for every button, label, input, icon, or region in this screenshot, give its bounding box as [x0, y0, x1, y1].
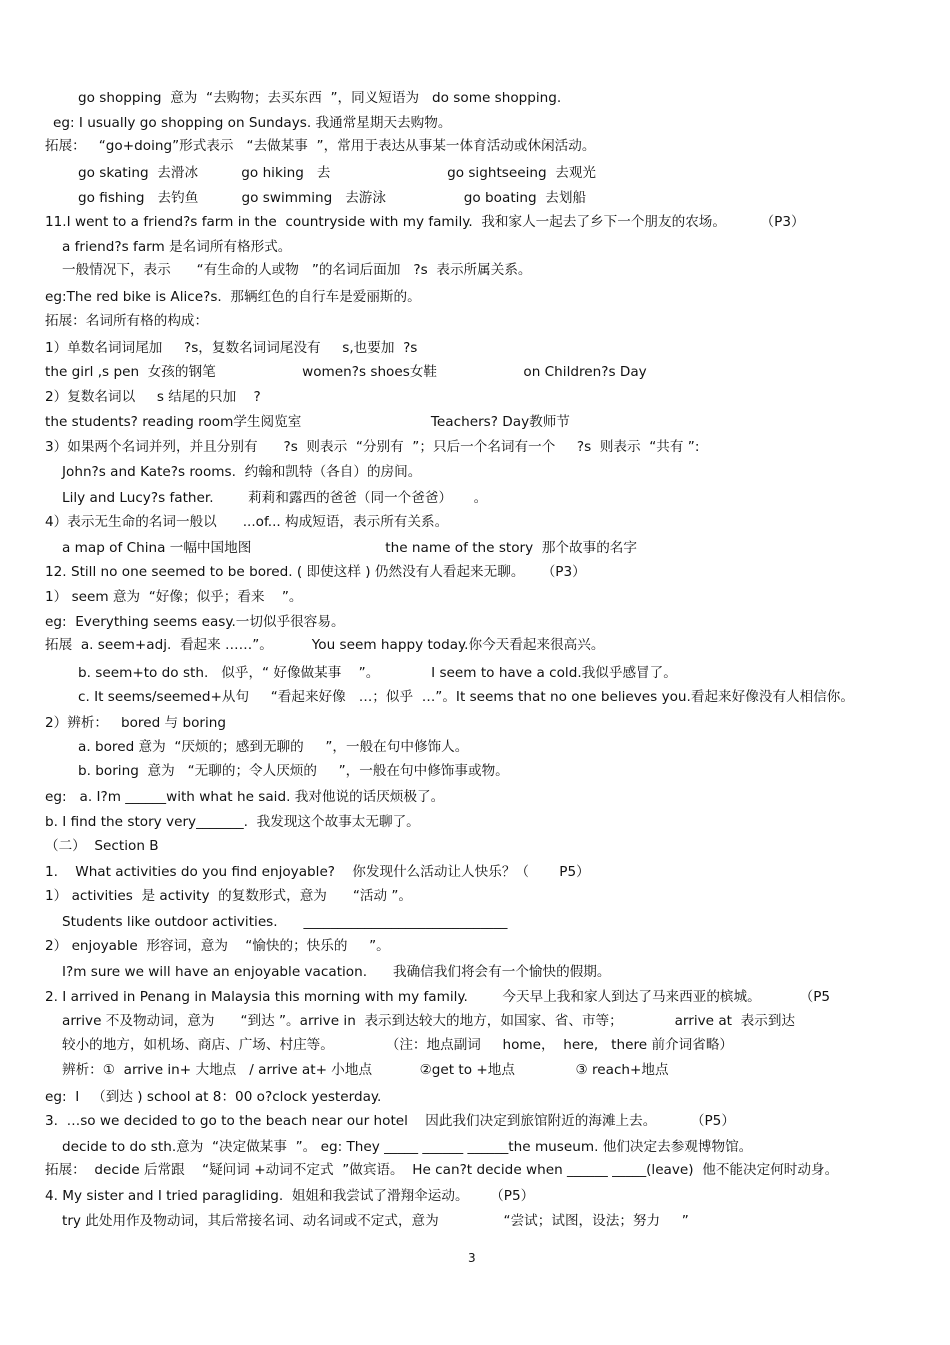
text-line: 1. What activities do you find enjoyable? 你发现什么活动让人快乐？（ P5） [45, 864, 590, 880]
text-line: 拓展： “go+doing”形式表示 “去做某事 ”，常用于表达从事某一体育活动或休闲活动。 [45, 138, 596, 154]
section-heading: （二） Section B [45, 838, 159, 854]
text-line: 拓展： decide 后常跟 “疑问词 +动词不定式 ”做宾语。 He can?t decide when ______ _____(leave) 他不能决定何时动身。 [45, 1162, 839, 1178]
text-line: go shopping 意为 “去购物；去买东西 ”，同义短语为 do some shopping. [78, 90, 562, 106]
text-line: go fishing 去钓鱼 go swimming 去游泳 go boating 去划船 [78, 190, 587, 206]
text-line: 3）如果两个名词并列，并且分别有 ?s 则表示 “分别有 ”；只后一个名词有一个 ?s 则表示 “共有 ”: [45, 439, 700, 455]
text-line: John?s and Kate?s rooms. 约翰和凯特（各自）的房间。 [62, 464, 422, 480]
text-line: b. I find the story very_______. 我发现这个故事太无聊了。 [45, 814, 420, 830]
text-line: a. bored 意为 “厌烦的；感到无聊的 ”，一般在句中修饰人。 [78, 739, 469, 755]
text-line: a map of China 一幅中国地图 the name of the story 那个故事的名字 [62, 540, 637, 556]
text-line: 4）表示无生命的名词一般以 ...of... 构成短语，表示所有关系。 [45, 514, 449, 530]
text-line: 较小的地方，如机场、商店、广场、村庄等。 （注：地点副词 home， here, there 前介词省略） [62, 1037, 734, 1053]
text-line: b. boring 意为 “无聊的；令人厌烦的 ”，一般在句中修饰事或物。 [78, 763, 509, 779]
text-line: the girl ,s pen 女孩的钢笔 women?s shoes女鞋 on Children?s Day [45, 364, 647, 380]
text-line: 1） activities 是 activity 的复数形式，意为 “活动 ”。 [45, 888, 413, 904]
text-line: decide to do sth.意为 “决定做某事 ”。 eg: They _____ ______ ______the museum. 他们决定去参观博物馆。 [62, 1139, 753, 1155]
text-line: 辨析：① arrive in+ 大地点 / arrive at+ 小地点 ②get to +地点 ③ reach+地点 [62, 1062, 669, 1078]
text-line: Students like outdoor activities. ______________________________ [62, 914, 508, 930]
page-number: 3 [468, 1251, 476, 1265]
text-line: eg: Everything seems easy.一切似乎很容易。 [45, 614, 345, 630]
text-line: 拓展：名词所有格的构成： [45, 313, 209, 329]
text-line: eg:The red bike is Alice?s. 那辆红色的自行车是爱丽斯的。 [45, 289, 421, 305]
text-line: 一般情况下，表示 “有生命的人或物 ”的名词后面加 ?s 表示所属关系。 [62, 262, 532, 278]
text-line: 12. Still no one seemed to be bored. ( 即使这样 ) 仍然没有人看起来无聊。 （P3） [45, 564, 586, 580]
text-line: 2. I arrived in Penang in Malaysia this morning with my family. 今天早上我和家人到达了马来西亚的槟城。 （P5 [45, 989, 831, 1005]
text-line: I?m sure we will have an enjoyable vacation. 我确信我们将会有一个愉快的假期。 [62, 964, 611, 980]
text-line: a friend?s farm 是名词所有格形式。 [62, 239, 292, 255]
text-line: 4. My sister and I tried paragliding. 姐姐和我尝试了滑翔伞运动。 （P5） [45, 1188, 535, 1204]
text-line: b. seem+to do sth. 似乎，“ 好像做某事 ”。 I seem to have a cold.我似乎感冒了。 [78, 665, 677, 681]
text-line: eg: a. I?m ______with what he said. 我对他说的话厌烦极了。 [45, 789, 445, 805]
text-line: the students? reading room学生阅览室 Teachers? Day教师节 [45, 414, 570, 430]
text-line: go skating 去滑冰 go hiking 去 go sightseeing 去观光 [78, 165, 597, 181]
text-line: c. It seems/seemed+从句 “看起来好像 …；似乎 …”。It seems that no one believes you.看起来好像没有人相信你。 [78, 689, 854, 705]
text-line: 2）辨析： bored 与 boring [45, 715, 227, 731]
text-line: try 此处用作及物动词，其后常接名词、动名词或不定式，意为 “尝试；试图，设法；努力 ” [62, 1213, 689, 1229]
text-line: 拓展 a. seem+adj. 看起来 ……”。 You seem happy today.你今天看起来很高兴。 [45, 637, 605, 653]
text-line: 11.I went to a friend?s farm in the countryside with my family. 我和家人一起去了乡下一个朋友的农场。 （P3） [45, 214, 805, 230]
text-line: arrive 不及物动词，意为 “到达 ”。arrive in 表示到达较大的地方，如国家、省、市等； arrive at 表示到达 [62, 1013, 796, 1029]
text-line: 3. …so we decided to go to the beach near our hotel 因此我们决定到旅馆附近的海滩上去。 （P5） [45, 1113, 735, 1129]
text-line: eg: I usually go shopping on Sundays. 我通常星期天去购物。 [53, 115, 452, 131]
text-line: 1）单数名词词尾加 ?s，复数名词词尾没有 s,也要加 ?s [45, 340, 418, 356]
text-line: 2） enjoyable 形容词，意为 “愉快的；快乐的 ”。 [45, 938, 390, 954]
text-line: eg: I （到达 ) school at 8：00 o?clock yesterday. [45, 1089, 382, 1105]
text-line: 2）复数名词以 s 结尾的只加 ? [45, 389, 261, 405]
text-line: 1） seem 意为 “好像；似乎；看来 ”。 [45, 589, 303, 605]
text-line: Lily and Lucy?s father. 莉莉和露西的爸爸（同一个爸爸） 。 [62, 490, 488, 506]
